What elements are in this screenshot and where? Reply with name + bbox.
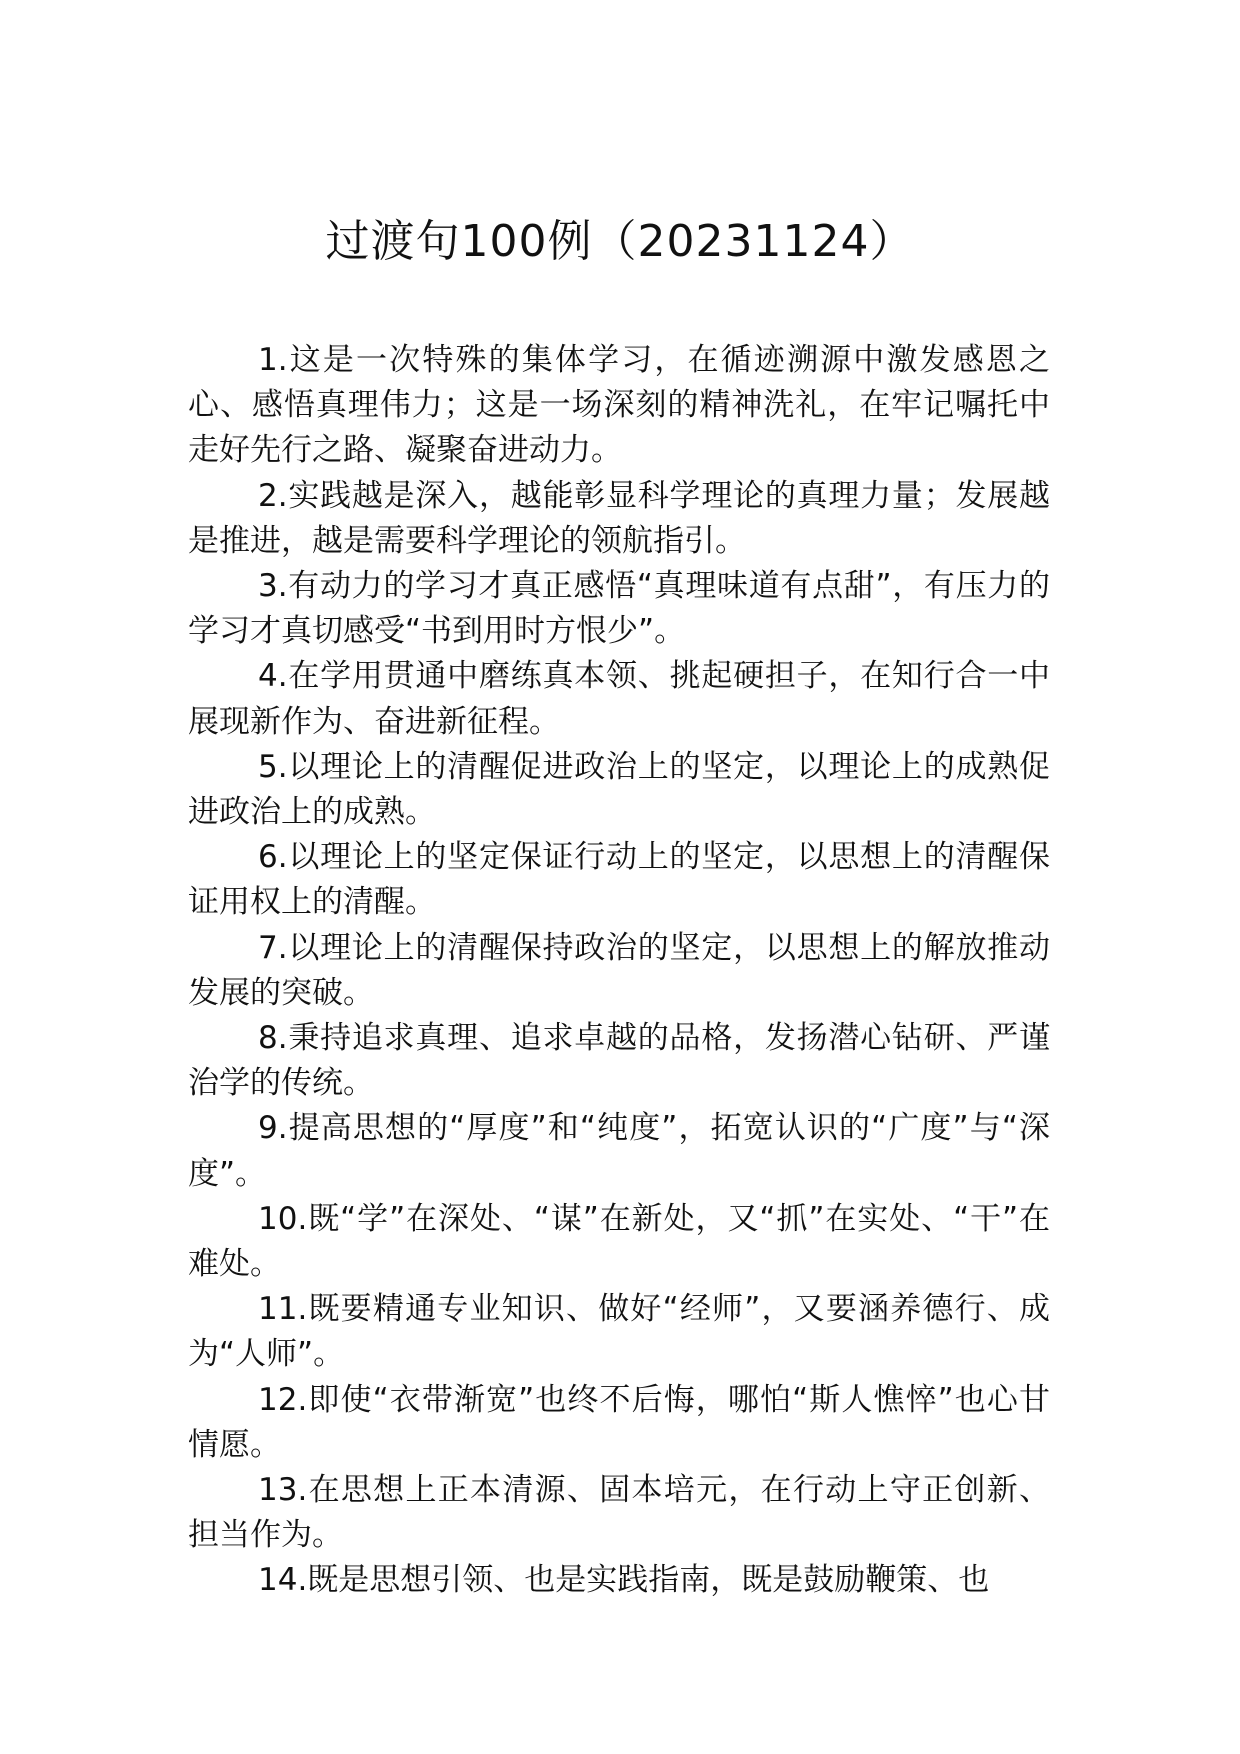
list-item: 3.有动力的学习才真正感悟“真理味道有点甜”，有压力的学习才真切感受“书到用时方恨少”。 — [188, 568, 1050, 650]
document-body — [188, 338, 1050, 1604]
page-title: 过渡句100例（20231124） — [325, 216, 915, 267]
list-item: 2.实践越是深入，越能彰显科学理论的真理力量；发展越是推进，越是需要科学理论的领航指引。 — [188, 477, 1050, 559]
list-item: 10.既“学”在深处、“谋”在新处，又“抓”在实处、“干”在难处。 — [188, 1200, 1050, 1283]
list-item: 5.以理论上的清醒促进政治上的坚定，以理论上的成熟促进政治上的成熟。 — [188, 748, 1050, 831]
list-item: 9.提高思想的“厚度”和“纯度”，拓宽认识的“广度”与“深度”。 — [188, 1110, 1050, 1192]
list-item: 7.以理论上的清醒保持政治的坚定，以思想上的解放推动发展的突破。 — [188, 929, 1050, 1011]
list-item: 4.在学用贯通中磨练真本领、挑起硬担子，在知行合一中展现新作为、奋进新征程。 — [188, 658, 1050, 740]
list-item: 12.即使“衣带渐宽”也终不后悔，哪怕“斯人憔悴”也心甘情愿。 — [188, 1381, 1050, 1463]
list-item: 6.以理论上的坚定保证行动上的坚定，以思想上的清醒保证用权上的清醒。 — [188, 839, 1050, 921]
list-item: 14.既是思想引领、也是实践指南，既是鼓励鞭策、也 — [258, 1562, 990, 1599]
list-item: 8.秉持追求真理、追求卓越的品格，发扬潜心钻研、严谨治学的传统。 — [188, 1020, 1050, 1102]
list-item: 1.这是一次特殊的集体学习，在循迹溯源中激发感恩之心、感悟真理伟力；这是一场深刻的精神洗礼，在牢记嘱托中走好先行之路、凝聚奋进动力。 — [188, 342, 1050, 469]
list-item: 11.既要精通专业知识、做好“经师”，又要涵养德行、成为“人师”。 — [188, 1291, 1050, 1373]
list-item: 13.在思想上正本清源、固本培元，在行动上守正创新、担当作为。 — [188, 1472, 1050, 1554]
